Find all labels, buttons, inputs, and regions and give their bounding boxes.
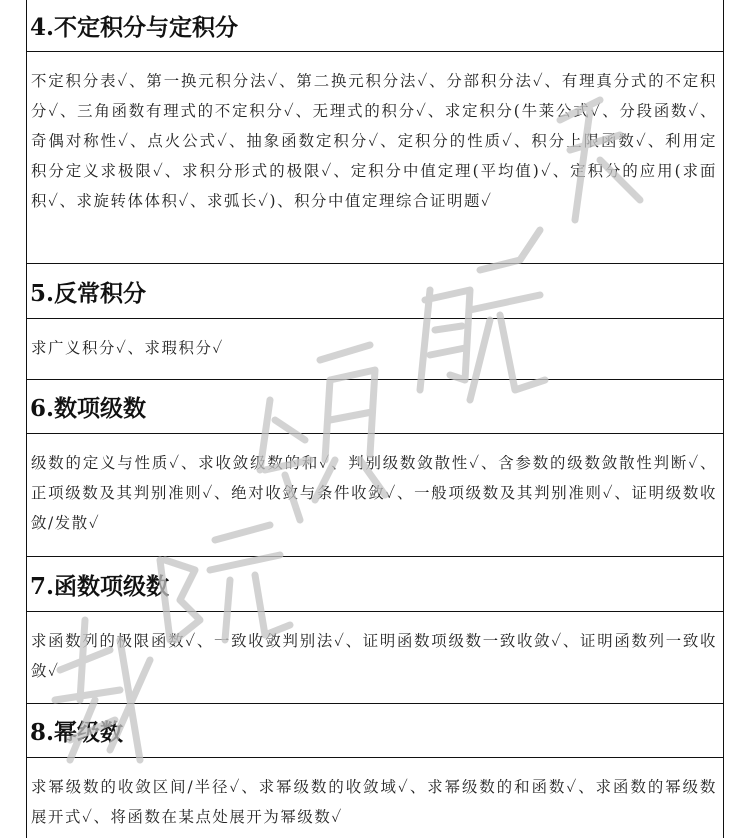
document-table [26,0,724,838]
section-title-6: 6.数项级数 [27,380,723,434]
section-body-4: 不定积分表✓、第一换元积分法✓、第二换元积分法✓、分部积分法✓、有理真分式的不定积分✓、三角函数有理式的不定积分✓、无理式的积分✓、求定积分(牛莱公式✓、分段函数✓、奇偶对称性✓、点火公式✓、抽象函数定积分✓、定积分的性质✓、积分上限函数✓、利用定积分定义求极限✓、求积分形式的极限✓、定积分中值定理(平均值)✓、定积分的应用(求面积✓、求旋转体体积✓、求弧长✓)、积分中值定理综合证明题✓ [27,52,723,264]
section-title-4: 4.不定积分与定积分 [27,0,723,52]
section-title-8: 8.幂级数 [27,704,723,758]
section-body-5: 求广义积分✓、求瑕积分✓ [27,319,723,380]
section-body-8: 求幂级数的收敛区间/半径✓、求幂级数的收敛域✓、求幂级数的和函数✓、求函数的幂级数展开式✓、将函数在某点处展开为幂级数✓ [31,778,717,826]
section-title-5: 5.反常积分 [27,264,723,319]
section-body-7: 求函数列的极限函数✓、一致收敛判别法✓、证明函数项级数一致收敛✓、证明函数列一致收敛✓ [27,612,723,704]
section-title-7: 7.函数项级数 [27,557,723,612]
section-body-6: 级数的定义与性质✓、求收敛级数的和✓、判别级数敛散性✓、含参数的级数敛散性判断✓、正项级数及其判别准则✓、绝对收敛与条件收敛✓、一般项级数及其判别准则✓、证明级数收敛/发散✓ [27,434,723,557]
